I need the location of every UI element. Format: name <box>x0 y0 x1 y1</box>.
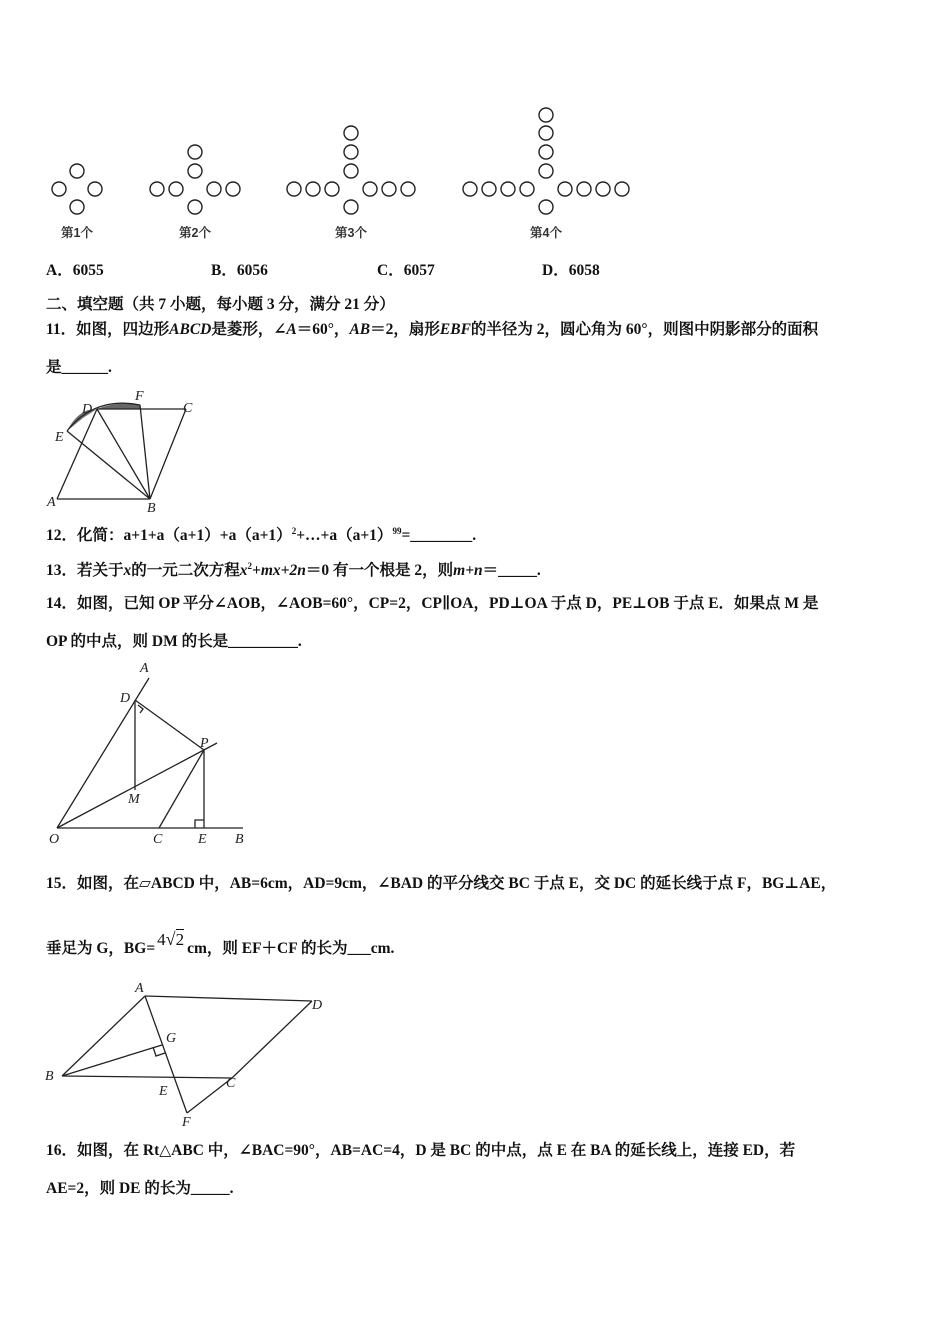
option-b: B．6056 <box>211 262 268 279</box>
q11-point-C: C <box>183 401 193 416</box>
pattern-1-circles <box>52 164 102 214</box>
q15-point-A: A <box>135 981 144 996</box>
sqrt-expression: 4√2 <box>157 929 185 949</box>
q14-point-B: B <box>235 832 244 847</box>
q14-point-D: D <box>120 691 131 706</box>
q15-point-F: F <box>182 1115 191 1130</box>
q13-line: 13．若关于x的一元二次方程$x^2+mx+2n=0$ 有一个根是 2，则m+n＝_____. <box>46 561 541 579</box>
q11-line1: 11．如图，四边形ABCD是菱形，∠A＝60°，AB＝2，扇形EBF的半径为 2，圆心角为 60°，则图中阴影部分的面积 <box>46 321 819 338</box>
q15-line2: 垂足为 G，BG= 4√2 cm，则 EF＋CF 的长为___cm. <box>46 929 395 957</box>
pattern-label-3: 第3个 <box>335 226 367 240</box>
q14-point-P: P <box>200 736 209 751</box>
pattern-label-2: 第2个 <box>179 226 211 240</box>
pattern-4-circles <box>463 108 629 214</box>
q14-line2: OP 的中点，则 DM 的长是_________. <box>46 633 302 650</box>
q15-line1: 15．如图，在▱ABCD 中，AB=6cm，AD=9cm，∠BAD 的平分线交 BC 于点 E，交 DC 的延长线于点 F，BG⊥AE， <box>46 875 837 892</box>
section-title: 二、填空题（共 7 小题，每小题 3 分，满分 21 分） <box>46 296 395 313</box>
q15-parallelogram-figure <box>42 978 342 1128</box>
q16-line1: 16．如图，在 Rt△ABC 中，∠BAC=90°，AB=AC=4，D 是 BC 的中点，点 E 在 BA 的延长线上，连接 ED，若 <box>46 1142 796 1159</box>
q15-point-E: E <box>159 1084 168 1099</box>
q11-point-F: F <box>135 389 144 404</box>
q11-line2: 是______. <box>46 359 112 376</box>
q16-line2: AE=2，则 DE 的长为_____. <box>46 1180 234 1197</box>
option-a: A．6055 <box>46 262 104 279</box>
option-c: C．6057 <box>377 262 435 279</box>
q14-line1: 14．如图，已知 OP 平分∠AOB，∠AOB=60°，CP=2，CP∥OA，PD⊥OA 于点 D，PE⊥OB 于点 E．如果点 M 是 <box>46 595 819 612</box>
q15-point-B: B <box>45 1069 54 1084</box>
q11-rhombus-figure <box>45 388 215 516</box>
q14-point-C: C <box>153 832 163 847</box>
pattern-label-1: 第1个 <box>61 226 93 240</box>
q11-point-E: E <box>55 430 64 445</box>
q11-point-D: D <box>82 402 93 417</box>
q15-point-G: G <box>166 1031 177 1046</box>
q14-point-M: M <box>128 792 140 807</box>
q12-line: 12．化简：$a+1+a(a+1)+a(a+1)^2+\dots+a(a+1)^{99}=\_\_\_\_\_\_\_\_$. <box>46 526 477 544</box>
pattern-label-4: 第4个 <box>530 226 562 240</box>
q14-point-O: O <box>49 832 60 847</box>
q11-point-B: B <box>147 501 156 516</box>
q14-point-A: A <box>140 661 149 676</box>
q14-point-E: E <box>198 832 207 847</box>
q15-point-C: C <box>226 1076 236 1091</box>
q15-point-D: D <box>312 998 323 1013</box>
pattern-2-circles <box>150 145 240 214</box>
pattern-3-circles <box>287 126 415 214</box>
q11-point-A: A <box>47 495 56 510</box>
option-d: D．6058 <box>542 262 600 279</box>
q14-angle-figure <box>45 660 255 850</box>
